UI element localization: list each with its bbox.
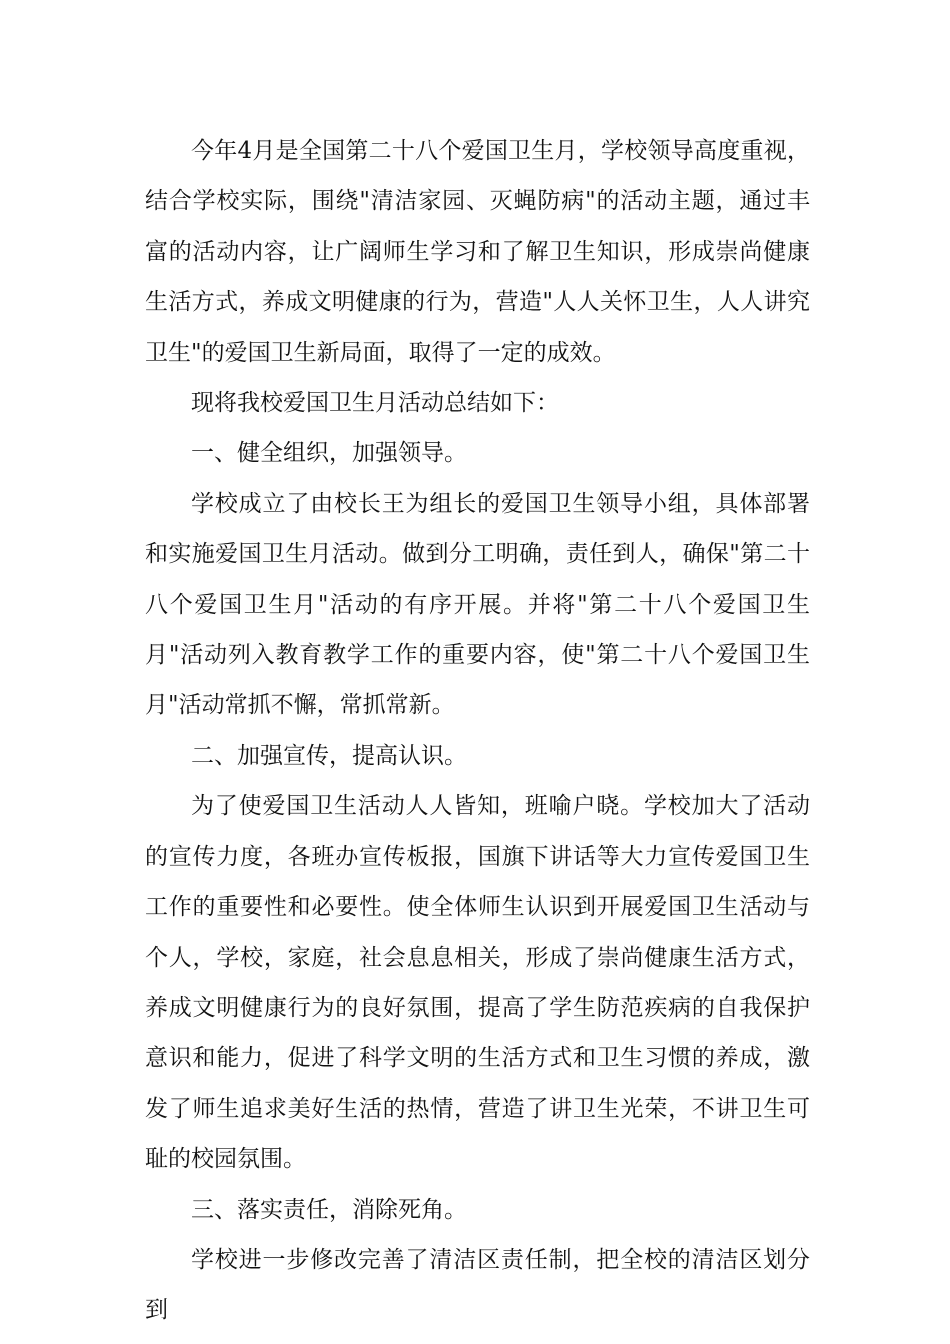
section-2-paragraph: 为了使爱国卫生活动人人皆知，班喻户晓。学校加大了活动的宣传力度，各班办宣传板报，国旗下讲话等大力宣传爱国卫生工作的重要性和必要性。使全体师生认识到开展爱国卫生活动与个人，学校，家庭，社会息息相关，形成了崇尚健康生活方式，养成文明健康行为的良好氛围，提高了学生防范疾病的自我保护意识和能力，促进了科学文明的生活方式和卫生习惯的养成，激发了师生追求美好生活的热情，营造了讲卫生光荣，不讲卫生可耻的校园氛围。 <box>145 793 810 1173</box>
section-heading-1: 一、健全组织，加强领导。 <box>191 440 467 467</box>
section-1-paragraph: 学校成立了由校长王为组长的爱国卫生领导小组，具体部署和实施爱国卫生月活动。做到分工明确，责任到人，确保"第二十八个爱国卫生月"活动的有序开展。并将"第二十八个爱国卫生月"活动列入教育教学工作的重要内容，使"第二十八个爱国卫生月"活动常抓不懈，常抓常新。 <box>145 490 810 719</box>
intro-paragraph: 今年4月是全国第二十八个爱国卫生月，学校领导高度重视，结合学校实际，围绕"清洁家园、灭蝇防病"的活动主题，通过丰富的活动内容，让广阔师生学习和了解卫生知识，形成崇尚健康生活方式，养成文明健康的行为，营造"人人关怀卫生，人人讲究卫生"的爱国卫生新局面，取得了一定的成效。 <box>145 138 810 366</box>
document-body <box>145 126 810 1336</box>
section-heading-2: 二、加强宣传，提高认识。 <box>191 742 467 769</box>
section-3-paragraph: 学校进一步修改完善了清洁区责任制，把全校的清洁区划分到 <box>145 1246 810 1324</box>
section-heading-3: 三、落实责任，消除死角。 <box>191 1196 467 1223</box>
summary-lead-paragraph: 现将我校爱国卫生月活动总结如下： <box>191 390 559 417</box>
